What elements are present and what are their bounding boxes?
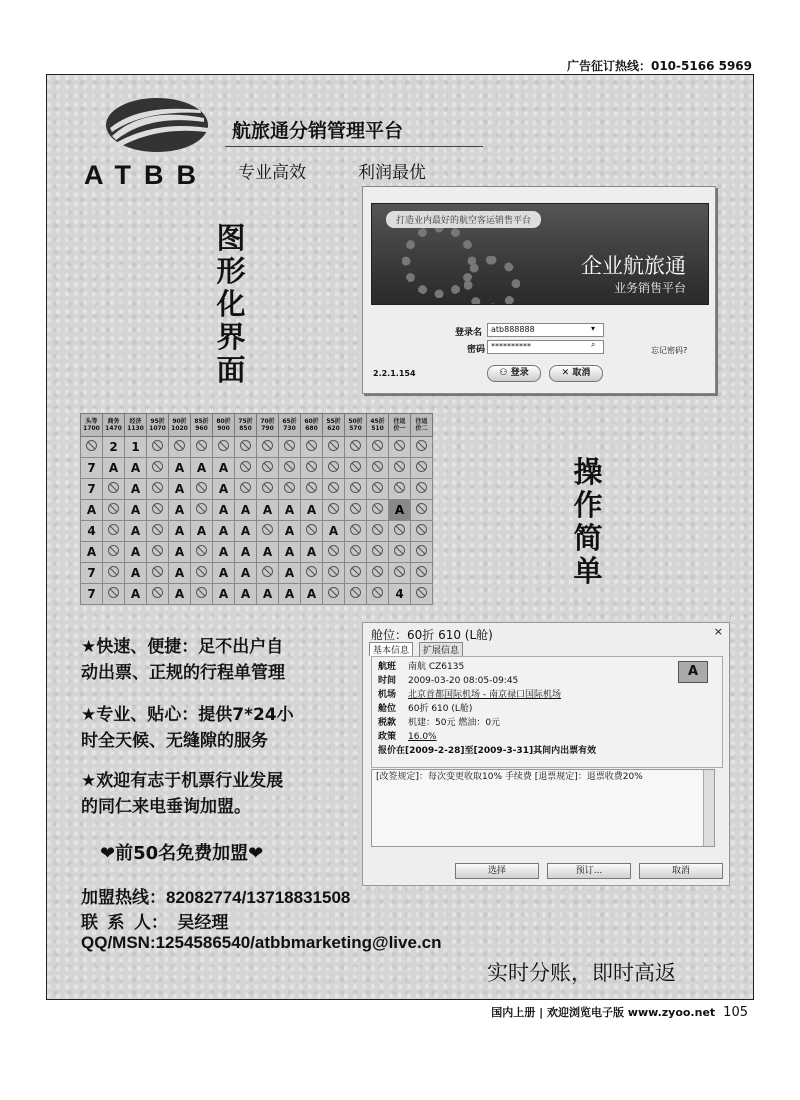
cancel-button[interactable]: ✕ 取消 <box>549 365 603 382</box>
fare-cell[interactable]: A <box>125 542 147 563</box>
fare-cell[interactable]: A <box>279 584 301 605</box>
fare-cell[interactable]: A <box>125 500 147 521</box>
unavailable-icon[interactable] <box>323 500 345 521</box>
unavailable-icon[interactable] <box>191 584 213 605</box>
fare-cell[interactable]: A <box>301 500 323 521</box>
unavailable-icon[interactable] <box>103 500 125 521</box>
fare-cell[interactable]: A <box>191 521 213 542</box>
flight-info-row: 舱位 60折 610 (L舱) <box>378 704 473 714</box>
unavailable-icon[interactable] <box>147 437 169 458</box>
login-window <box>362 186 716 394</box>
fare-column-header: 95折 1070 <box>147 414 169 437</box>
unavailable-icon[interactable] <box>235 479 257 500</box>
banner-title: 企业航旅通 <box>581 254 686 278</box>
fare-cell[interactable]: A <box>301 542 323 563</box>
unavailable-icon[interactable] <box>147 584 169 605</box>
fare-cell[interactable]: A <box>81 500 103 521</box>
username-label: 登录名 <box>455 328 483 338</box>
unavailable-icon[interactable] <box>389 521 411 542</box>
flight-info-row: 报价在[2009-2-28]至[2009-3-31]其间内出票有效 <box>378 746 597 756</box>
fare-cell[interactable]: A <box>213 458 235 479</box>
divider <box>225 146 483 147</box>
unavailable-icon[interactable] <box>323 479 345 500</box>
fare-cell[interactable]: 1 <box>125 437 147 458</box>
flight-info-row: 航班 南航 CZ6135 <box>378 662 465 672</box>
unavailable-icon[interactable] <box>235 458 257 479</box>
unavailable-icon[interactable] <box>257 437 279 458</box>
fare-cell[interactable]: A <box>169 521 191 542</box>
fare-column-header: 60折 680 <box>301 414 323 437</box>
fare-cell[interactable]: A <box>213 500 235 521</box>
vertical-label-simple: 操作简单 <box>573 455 603 588</box>
gear-icon <box>464 256 520 305</box>
unavailable-icon[interactable] <box>345 521 367 542</box>
fare-column-header: 头等 1700 <box>81 414 103 437</box>
feature-fast: ★快速、便捷：足不出户自 动出票、正规的行程单管理 <box>81 637 285 683</box>
flight-info-row: 时间 2009-03-20 08:05-09:45 <box>378 676 519 686</box>
unavailable-icon[interactable] <box>191 437 213 458</box>
fare-cell[interactable]: A <box>323 521 345 542</box>
fare-cell[interactable]: A <box>301 584 323 605</box>
banner-tagline: 打造业内最好的航空客运销售平台 <box>386 211 541 228</box>
fare-cell[interactable]: A <box>213 542 235 563</box>
join-hotline: 加盟热线：82082774/13718831508 <box>81 888 351 907</box>
unavailable-icon[interactable] <box>103 584 125 605</box>
unavailable-icon[interactable] <box>411 479 433 500</box>
unavailable-icon[interactable] <box>147 458 169 479</box>
unavailable-icon[interactable] <box>323 584 345 605</box>
unavailable-icon[interactable] <box>411 542 433 563</box>
rules-textarea[interactable]: [改签规定]：每次变更收取10% 手续费 [退票规定]：退票收费20% <box>371 769 715 847</box>
vertical-label-graphic: 图形化界面 <box>216 221 246 387</box>
forgot-password-link[interactable]: 忘记密码? <box>651 346 688 355</box>
fare-row <box>81 500 433 521</box>
version-label: 2.2.1.154 <box>373 369 416 378</box>
fare-cell[interactable]: A <box>235 521 257 542</box>
fare-column-header: 往返 价二 <box>411 414 433 437</box>
feature-professional: ★专业、贴心：提供7*24小 时全天候、无缝隙的服务 <box>81 705 294 751</box>
dialog-title: 舱位：60折 610 (L舱) <box>371 628 493 642</box>
fare-cell[interactable]: A <box>235 542 257 563</box>
unavailable-icon[interactable] <box>367 437 389 458</box>
fare-cell[interactable]: A <box>279 500 301 521</box>
page-number: 105 <box>723 1005 748 1020</box>
unavailable-icon[interactable] <box>257 563 279 584</box>
fare-row <box>81 542 433 563</box>
tab-basic-info[interactable]: 基本信息 <box>369 642 413 656</box>
fare-column-header: 经济 1130 <box>125 414 147 437</box>
slogan-profit: 利润最优 <box>358 163 426 183</box>
password-field[interactable]: ********** <box>487 340 604 354</box>
select-button[interactable]: 选择 <box>455 863 539 879</box>
unavailable-icon[interactable] <box>257 458 279 479</box>
booking-dialog <box>362 622 730 886</box>
unavailable-icon[interactable] <box>345 500 367 521</box>
unavailable-icon[interactable] <box>323 542 345 563</box>
fare-row <box>81 563 433 584</box>
fare-cell[interactable]: A <box>235 500 257 521</box>
fare-cell[interactable]: A <box>169 500 191 521</box>
ad-hotline: 广告征订热线：010-5166 5969 <box>566 59 752 73</box>
unavailable-icon[interactable] <box>191 479 213 500</box>
unavailable-icon[interactable] <box>389 437 411 458</box>
flight-info-panel <box>371 656 723 768</box>
fare-cell[interactable]: A <box>169 479 191 500</box>
fare-cell[interactable]: A <box>103 458 125 479</box>
unavailable-icon[interactable] <box>367 479 389 500</box>
unavailable-icon[interactable] <box>345 437 367 458</box>
unavailable-icon[interactable] <box>411 437 433 458</box>
unavailable-icon[interactable] <box>257 521 279 542</box>
unavailable-icon[interactable] <box>389 563 411 584</box>
unavailable-icon[interactable] <box>411 500 433 521</box>
fare-cell[interactable]: A <box>213 479 235 500</box>
fare-cell[interactable]: A <box>125 458 147 479</box>
unavailable-icon[interactable] <box>169 437 191 458</box>
fare-cell[interactable]: 4 <box>389 584 411 605</box>
fare-row <box>81 521 433 542</box>
unavailable-icon[interactable] <box>147 479 169 500</box>
unavailable-icon[interactable] <box>301 458 323 479</box>
fare-column-header: 往返 价一 <box>389 414 411 437</box>
close-icon[interactable]: × <box>713 625 723 638</box>
fare-cell[interactable]: A <box>213 521 235 542</box>
fare-cell[interactable]: A <box>169 542 191 563</box>
unavailable-icon[interactable] <box>147 563 169 584</box>
unavailable-icon[interactable] <box>103 563 125 584</box>
unavailable-icon[interactable] <box>191 542 213 563</box>
unavailable-icon[interactable] <box>323 437 345 458</box>
fare-cell[interactable]: A <box>169 458 191 479</box>
fare-column-header: 85折 960 <box>191 414 213 437</box>
fare-cell[interactable]: A <box>125 584 147 605</box>
promo-free-join: ❤前50名免费加盟❤ <box>100 843 264 864</box>
unavailable-icon[interactable] <box>411 584 433 605</box>
unavailable-icon[interactable] <box>191 563 213 584</box>
fare-cell[interactable]: A <box>213 584 235 605</box>
unavailable-icon[interactable] <box>147 521 169 542</box>
fare-cell[interactable]: 7 <box>81 458 103 479</box>
cabin-badge: A <box>678 661 708 683</box>
fare-row <box>81 479 433 500</box>
tab-extended-info[interactable]: 扩展信息 <box>419 642 463 656</box>
fare-cell[interactable]: A <box>191 458 213 479</box>
fare-column-header: 80折 900 <box>213 414 235 437</box>
unavailable-icon[interactable] <box>367 458 389 479</box>
unavailable-icon[interactable] <box>279 458 301 479</box>
unavailable-icon[interactable] <box>345 563 367 584</box>
flight-info-row: 税款 机建：50元 燃油：0元 <box>378 718 501 728</box>
unavailable-icon[interactable] <box>389 542 411 563</box>
unavailable-icon[interactable] <box>301 521 323 542</box>
unavailable-icon[interactable] <box>301 437 323 458</box>
unavailable-icon[interactable] <box>301 479 323 500</box>
unavailable-icon[interactable] <box>367 521 389 542</box>
fare-column-header: 70折 790 <box>257 414 279 437</box>
fare-cell[interactable]: A <box>169 584 191 605</box>
fare-cell[interactable]: A <box>279 542 301 563</box>
unavailable-icon[interactable] <box>367 500 389 521</box>
contact-person: 联 系 人： 吴经理 <box>81 913 229 932</box>
unavailable-icon[interactable] <box>279 479 301 500</box>
fare-column-header: 65折 730 <box>279 414 301 437</box>
unavailable-icon[interactable] <box>411 458 433 479</box>
unavailable-icon[interactable] <box>367 584 389 605</box>
password-label: 密码 <box>467 345 486 355</box>
unavailable-icon[interactable] <box>345 479 367 500</box>
fare-cell[interactable]: A <box>213 563 235 584</box>
fare-cell[interactable]: A <box>81 542 103 563</box>
unavailable-icon[interactable] <box>147 500 169 521</box>
fare-cell[interactable]: A <box>279 563 301 584</box>
unavailable-icon[interactable] <box>389 479 411 500</box>
fare-cell[interactable]: 7 <box>81 584 103 605</box>
unavailable-icon[interactable] <box>103 542 125 563</box>
fare-cell[interactable]: A <box>279 521 301 542</box>
unavailable-icon[interactable] <box>323 563 345 584</box>
fare-cell[interactable]: A <box>257 500 279 521</box>
page-footer: 国内上册 | 欢迎浏览电子版 www.zyoo.net 105 <box>491 1005 748 1020</box>
fare-column-header: 50折 570 <box>345 414 367 437</box>
fare-row <box>81 458 433 479</box>
unavailable-icon[interactable] <box>279 437 301 458</box>
close-icon: ✕ <box>561 368 573 378</box>
unavailable-icon[interactable] <box>213 437 235 458</box>
feature-welcome: ★欢迎有志于机票行业发展 的同仁来电垂询加盟。 <box>81 771 284 817</box>
logo-text: ATBB <box>84 160 209 190</box>
book-button[interactable]: 预订... <box>547 863 631 879</box>
username-field[interactable]: atb888888 <box>487 323 604 337</box>
dialog-cancel-button[interactable]: 取消 <box>639 863 723 879</box>
unavailable-icon[interactable] <box>411 563 433 584</box>
unavailable-icon[interactable] <box>147 542 169 563</box>
fare-column-header: 商务 1470 <box>103 414 125 437</box>
brand-title: 航旅通分销管理平台 <box>232 120 404 142</box>
fare-column-header: 55折 620 <box>323 414 345 437</box>
unavailable-icon[interactable] <box>103 479 125 500</box>
fare-cell[interactable]: A <box>235 563 257 584</box>
unavailable-icon[interactable] <box>81 437 103 458</box>
fare-column-header: 90折 1020 <box>169 414 191 437</box>
fare-cell[interactable]: A <box>125 479 147 500</box>
fare-grid <box>80 413 434 605</box>
unavailable-icon[interactable] <box>389 458 411 479</box>
unavailable-icon[interactable] <box>367 542 389 563</box>
flight-info-row: 机场 北京首都国际机场 - 南京禄口国际机场 <box>378 690 561 700</box>
fare-cell[interactable]: 4 <box>81 521 103 542</box>
unavailable-icon[interactable] <box>323 458 345 479</box>
keyboard-icon[interactable]: ⌕ <box>591 340 596 349</box>
unavailable-icon[interactable] <box>103 521 125 542</box>
unavailable-icon[interactable] <box>191 500 213 521</box>
fare-cell[interactable]: A <box>389 500 411 521</box>
unavailable-icon[interactable] <box>345 458 367 479</box>
fare-cell[interactable]: A <box>235 584 257 605</box>
fare-cell[interactable]: 2 <box>103 437 125 458</box>
flight-info-row: 政策 16.0% <box>378 732 437 742</box>
unavailable-icon[interactable] <box>301 563 323 584</box>
user-icon: ⚇ <box>499 368 511 378</box>
unavailable-icon[interactable] <box>367 563 389 584</box>
fare-cell[interactable]: A <box>169 563 191 584</box>
unavailable-icon[interactable] <box>411 521 433 542</box>
fare-row <box>81 584 433 605</box>
fare-cell[interactable]: 7 <box>81 563 103 584</box>
banner-subtitle: 业务销售平台 <box>613 281 686 295</box>
unavailable-icon[interactable] <box>345 542 367 563</box>
unavailable-icon[interactable] <box>235 437 257 458</box>
bottom-slogan: 实时分账，即时高返 <box>487 961 676 985</box>
slogan-efficient: 专业高效 <box>238 163 306 183</box>
scrollbar[interactable] <box>703 770 714 846</box>
chevron-down-icon[interactable]: ▾ <box>591 324 596 333</box>
fare-cell[interactable]: A <box>125 521 147 542</box>
atbb-logo-icon <box>104 96 210 154</box>
fare-column-header: 75折 850 <box>235 414 257 437</box>
fare-cell[interactable]: A <box>257 542 279 563</box>
contact-qq-msn: QQ/MSN:1254586540/atbbmarketing@live.cn <box>81 933 442 952</box>
login-button[interactable]: ⚇ 登录 <box>487 365 541 382</box>
fare-cell[interactable]: A <box>125 563 147 584</box>
login-banner <box>371 203 709 305</box>
fare-cell[interactable]: 7 <box>81 479 103 500</box>
fare-row <box>81 437 433 458</box>
unavailable-icon[interactable] <box>345 584 367 605</box>
fare-column-header: 45折 510 <box>367 414 389 437</box>
unavailable-icon[interactable] <box>257 479 279 500</box>
fare-cell[interactable]: A <box>257 584 279 605</box>
